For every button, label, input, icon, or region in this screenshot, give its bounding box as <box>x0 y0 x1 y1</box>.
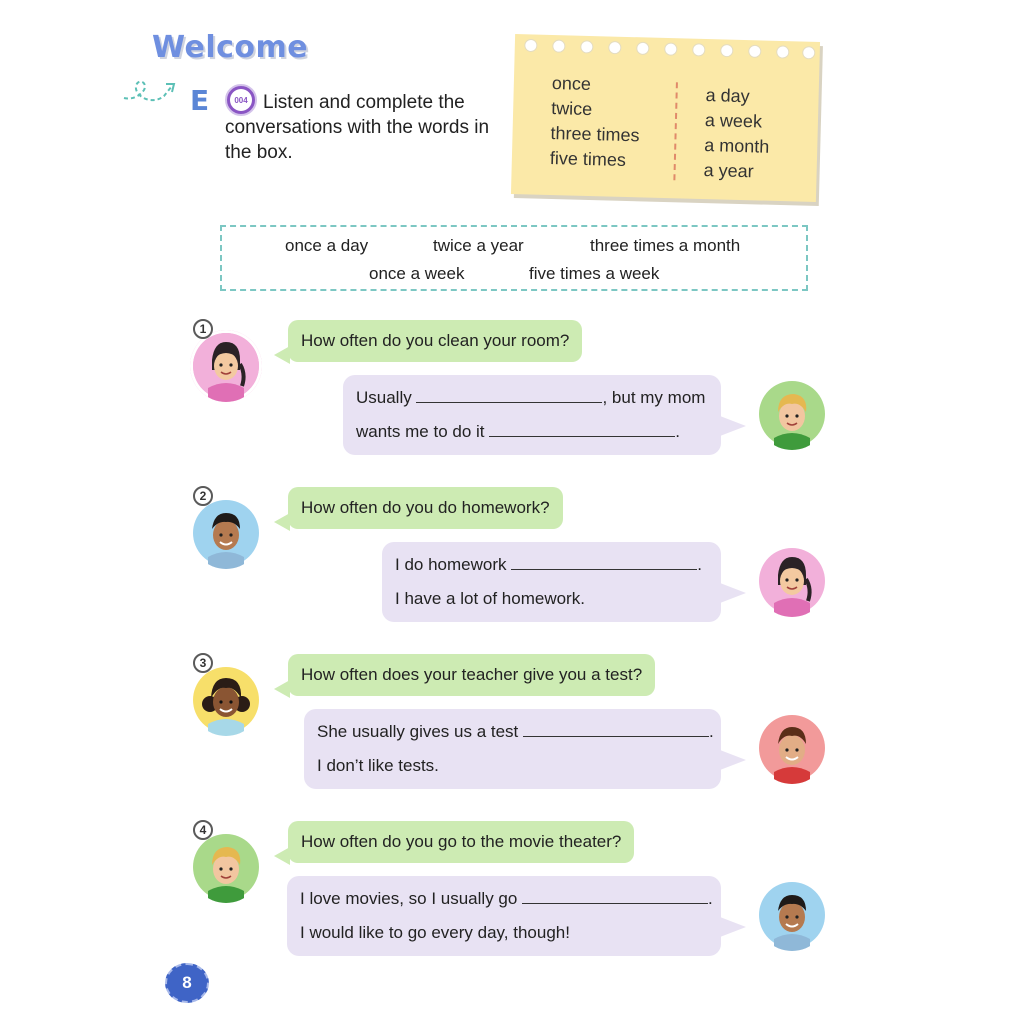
bubble-tail <box>720 750 746 770</box>
girl-avatar <box>190 330 262 402</box>
audio-track-icon[interactable] <box>225 84 257 116</box>
girl-avatar <box>756 545 828 617</box>
swirl-arrow-icon <box>122 76 180 110</box>
period-item: a year <box>703 160 754 182</box>
note-paper <box>511 34 820 202</box>
word-box <box>220 225 808 291</box>
blond-boy-avatar <box>756 378 828 450</box>
answer-bubble <box>287 876 721 956</box>
answer-text: Usually <box>356 388 417 407</box>
answer-blank[interactable] <box>511 555 697 570</box>
word-option: three times a month <box>590 236 741 255</box>
period-item: a week <box>704 110 763 132</box>
answer-text: I have a lot of homework. <box>395 589 585 608</box>
answer-text: I don’t like tests. <box>317 756 439 775</box>
boy-avatar <box>756 879 828 951</box>
frequency-item: once <box>551 73 592 95</box>
answer-blank[interactable] <box>522 889 708 904</box>
answer-blank[interactable] <box>523 722 709 737</box>
word-option: five times a week <box>529 264 660 283</box>
note-divider <box>673 82 678 180</box>
dialogue-number: 1 <box>193 319 213 339</box>
question-bubble: How often do you clean your room? <box>288 320 582 362</box>
bubble-tail <box>720 917 746 937</box>
track-number: 004 <box>230 89 252 111</box>
frequency-list <box>550 71 642 173</box>
answer-text: I do homework <box>395 555 512 574</box>
period-list <box>703 83 771 185</box>
answer-bubble <box>304 709 721 789</box>
answer-bubble <box>382 542 721 622</box>
blond-boy-avatar <box>190 831 262 903</box>
answer-text: . <box>675 422 680 441</box>
bubble-tail <box>720 416 746 436</box>
answer-blank[interactable] <box>416 388 602 403</box>
answer-text: . <box>708 889 713 908</box>
answer-text: . <box>709 722 714 741</box>
frequency-item: five times <box>549 147 627 170</box>
instructions: Listen and complete the conversations with the words in the box. <box>225 92 490 163</box>
boy-avatar <box>190 497 262 569</box>
dialogue-number: 3 <box>193 653 213 673</box>
answer-text: She usually gives us a test <box>317 722 524 741</box>
answer-text: I love movies, so I usually go <box>300 889 523 908</box>
period-item: a month <box>704 135 770 157</box>
answer-bubble <box>343 375 721 455</box>
dialogue-number: 2 <box>193 486 213 506</box>
answer-text: wants me to do it <box>356 422 490 441</box>
boy-red-shirt-avatar <box>756 712 828 784</box>
answer-text: . <box>697 555 702 574</box>
exercise-letter: E <box>190 84 210 117</box>
question-bubble: How often do you go to the movie theater? <box>288 821 634 863</box>
word-option: once a day <box>285 236 369 255</box>
answer-text: , but my mom <box>602 388 706 407</box>
bubble-tail <box>720 583 746 603</box>
frequency-item: three times <box>550 123 640 146</box>
question-bubble: How often do you do homework? <box>288 487 563 529</box>
question-bubble: How often does your teacher give you a test? <box>288 654 655 696</box>
answer-text: I would like to go every day, though! <box>300 923 570 942</box>
page-title: Welcome <box>152 30 309 65</box>
period-item: a day <box>705 85 750 107</box>
dialogue-number: 4 <box>193 820 213 840</box>
word-option: twice a year <box>433 236 524 255</box>
frequency-item: twice <box>550 98 593 120</box>
word-option: once a week <box>369 264 465 283</box>
curly-hair-girl-avatar <box>190 664 262 736</box>
page-number: 8 <box>165 963 209 1003</box>
torn-edge <box>515 36 820 66</box>
answer-blank[interactable] <box>489 422 675 437</box>
